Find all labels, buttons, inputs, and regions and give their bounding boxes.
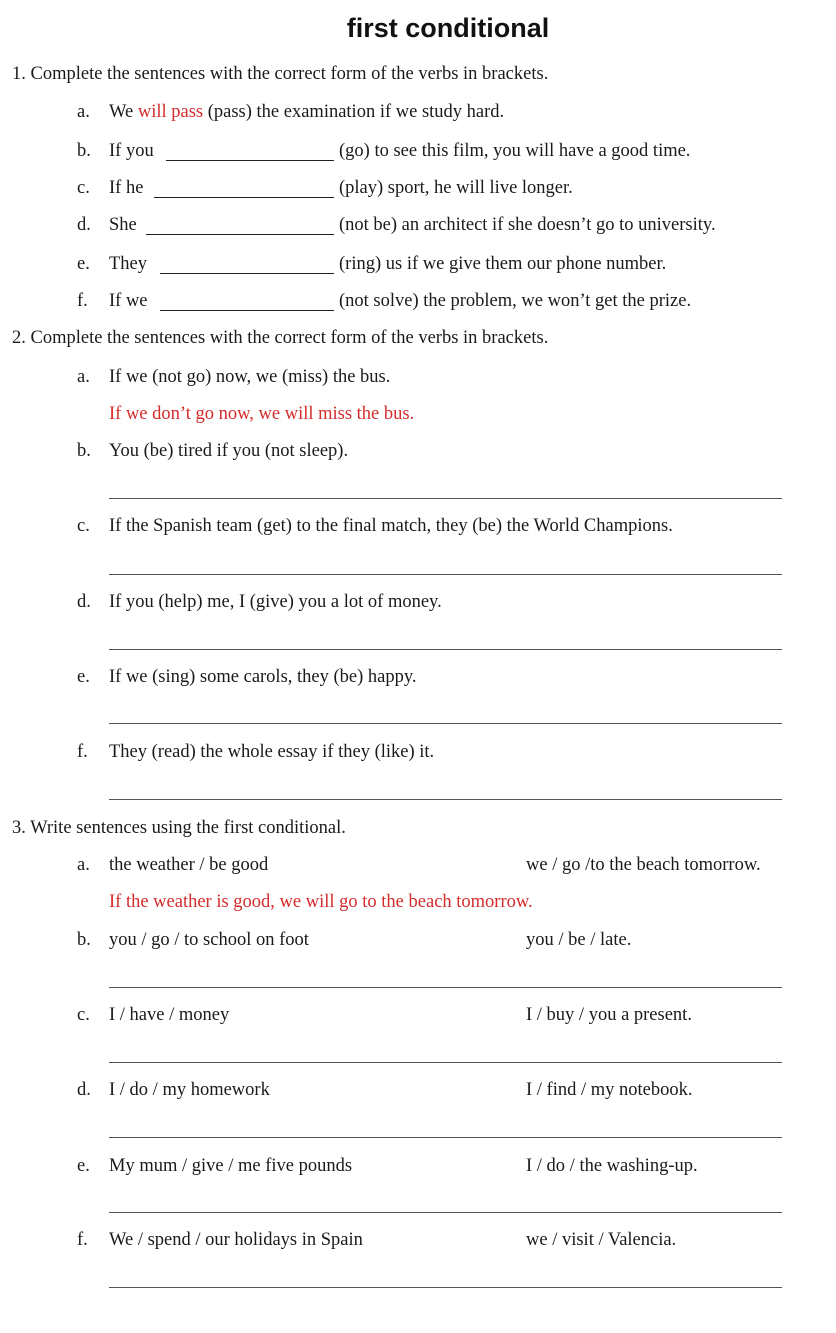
s3-item-b-left: you / go / to school on foot: [109, 930, 309, 950]
s1-item-b-pre: If you: [109, 141, 154, 161]
s1-item-f-letter: f.: [77, 291, 88, 311]
s1-item-c-post: (play) sport, he will live longer.: [339, 178, 573, 198]
s3-item-c-left: I / have / money: [109, 1005, 230, 1025]
s2-item-c-text: If the Spanish team (get) to the final match, they (be) the World Champions.: [109, 516, 673, 536]
s3-item-a-answer: If the weather is good, we will go to the beach tomorrow.: [109, 892, 533, 912]
s3-item-a-left: the weather / be good: [109, 855, 269, 875]
s2-item-e-letter: e.: [77, 667, 90, 687]
s3-item-e-letter: e.: [77, 1156, 90, 1176]
s3-item-f-right: we / visit / Valencia.: [526, 1230, 677, 1250]
s2-item-a-letter: a.: [77, 367, 90, 387]
s3-item-c-right: I / buy / you a present.: [526, 1005, 692, 1025]
s1-item-d-post: (not be) an architect if she doesn’t go to university.: [339, 215, 716, 235]
section-1-heading: 1. Complete the sentences with the correct form of the verbs in brackets.: [12, 64, 549, 84]
s2-item-f-letter: f.: [77, 742, 88, 762]
s3-item-e-right: I / do / the washing-up.: [526, 1156, 698, 1176]
s1-item-c-letter: c.: [77, 178, 90, 198]
s1-item-e-letter: e.: [77, 254, 90, 274]
s3-item-b-answer-line[interactable]: [109, 987, 782, 988]
s3-item-e-answer-line[interactable]: [109, 1212, 782, 1213]
s2-item-b-letter: b.: [77, 441, 91, 461]
s1-item-a-post: (pass) the examination if we study hard.: [203, 102, 505, 122]
s2-item-d-letter: d.: [77, 592, 91, 612]
s3-item-e-left: My mum / give / me five pounds: [109, 1156, 353, 1176]
s1-item-a-answer: will pass: [137, 102, 204, 122]
s3-item-f-answer-line[interactable]: [109, 1287, 782, 1288]
s1-item-b-letter: b.: [77, 141, 91, 161]
page-title: first conditional: [346, 13, 550, 43]
s1-item-c-blank[interactable]: [154, 197, 334, 198]
s3-item-f-letter: f.: [77, 1230, 88, 1250]
s2-item-f-answer-line[interactable]: [109, 799, 782, 800]
s1-item-c-pre: If he: [109, 178, 144, 198]
s1-item-a-pre: We: [109, 102, 138, 122]
s2-item-b-text: You (be) tired if you (not sleep).: [109, 441, 349, 461]
s1-item-b-post: (go) to see this film, you will have a good time.: [339, 141, 691, 161]
s1-item-e-blank[interactable]: [160, 273, 334, 274]
s2-item-c-letter: c.: [77, 516, 90, 536]
s3-item-d-answer-line[interactable]: [109, 1137, 782, 1138]
s2-item-d-answer-line[interactable]: [109, 649, 782, 650]
section-2-heading: 2. Complete the sentences with the correct form of the verbs in brackets.: [12, 328, 549, 348]
s3-item-c-letter: c.: [77, 1005, 90, 1025]
s3-item-b-right: you / be / late.: [526, 930, 632, 950]
s2-item-a-text: If we (not go) now, we (miss) the bus.: [109, 367, 391, 387]
s3-item-d-left: I / do / my homework: [109, 1080, 270, 1100]
s2-item-c-answer-line[interactable]: [109, 574, 782, 575]
s2-item-f-text: They (read) the whole essay if they (like) it.: [109, 742, 435, 762]
s2-item-e-answer-line[interactable]: [109, 723, 782, 724]
s1-item-e-post: (ring) us if we give them our phone number.: [339, 254, 667, 274]
s3-item-b-letter: b.: [77, 930, 91, 950]
s2-item-e-text: If we (sing) some carols, they (be) happy.: [109, 667, 417, 687]
s2-item-a-answer: If we don’t go now, we will miss the bus.: [109, 404, 415, 424]
s1-item-a: [109, 102, 504, 123]
s3-item-d-right: I / find / my notebook.: [526, 1080, 693, 1100]
s3-item-f-left: We / spend / our holidays in Spain: [109, 1230, 363, 1250]
s2-item-b-answer-line[interactable]: [109, 498, 782, 499]
s1-item-d-blank[interactable]: [146, 234, 334, 235]
s1-item-a-letter: a.: [77, 102, 90, 122]
s3-item-c-answer-line[interactable]: [109, 1062, 782, 1063]
s1-item-f-blank[interactable]: [160, 310, 334, 311]
s1-item-f-post: (not solve) the problem, we won’t get the prize.: [339, 291, 692, 311]
s3-item-d-letter: d.: [77, 1080, 91, 1100]
s1-item-d-letter: d.: [77, 215, 91, 235]
section-3-heading: 3. Write sentences using the first conditional.: [12, 818, 346, 838]
s1-item-d-pre: She: [109, 215, 137, 235]
s1-item-f-pre: If we: [109, 291, 148, 311]
s1-item-e-pre: They: [109, 254, 148, 274]
s2-item-d-text: If you (help) me, I (give) you a lot of money.: [109, 592, 442, 612]
s3-item-a-letter: a.: [77, 855, 90, 875]
s3-item-a-right: we / go /to the beach tomorrow.: [526, 855, 761, 875]
s1-item-b-blank[interactable]: [166, 160, 334, 161]
